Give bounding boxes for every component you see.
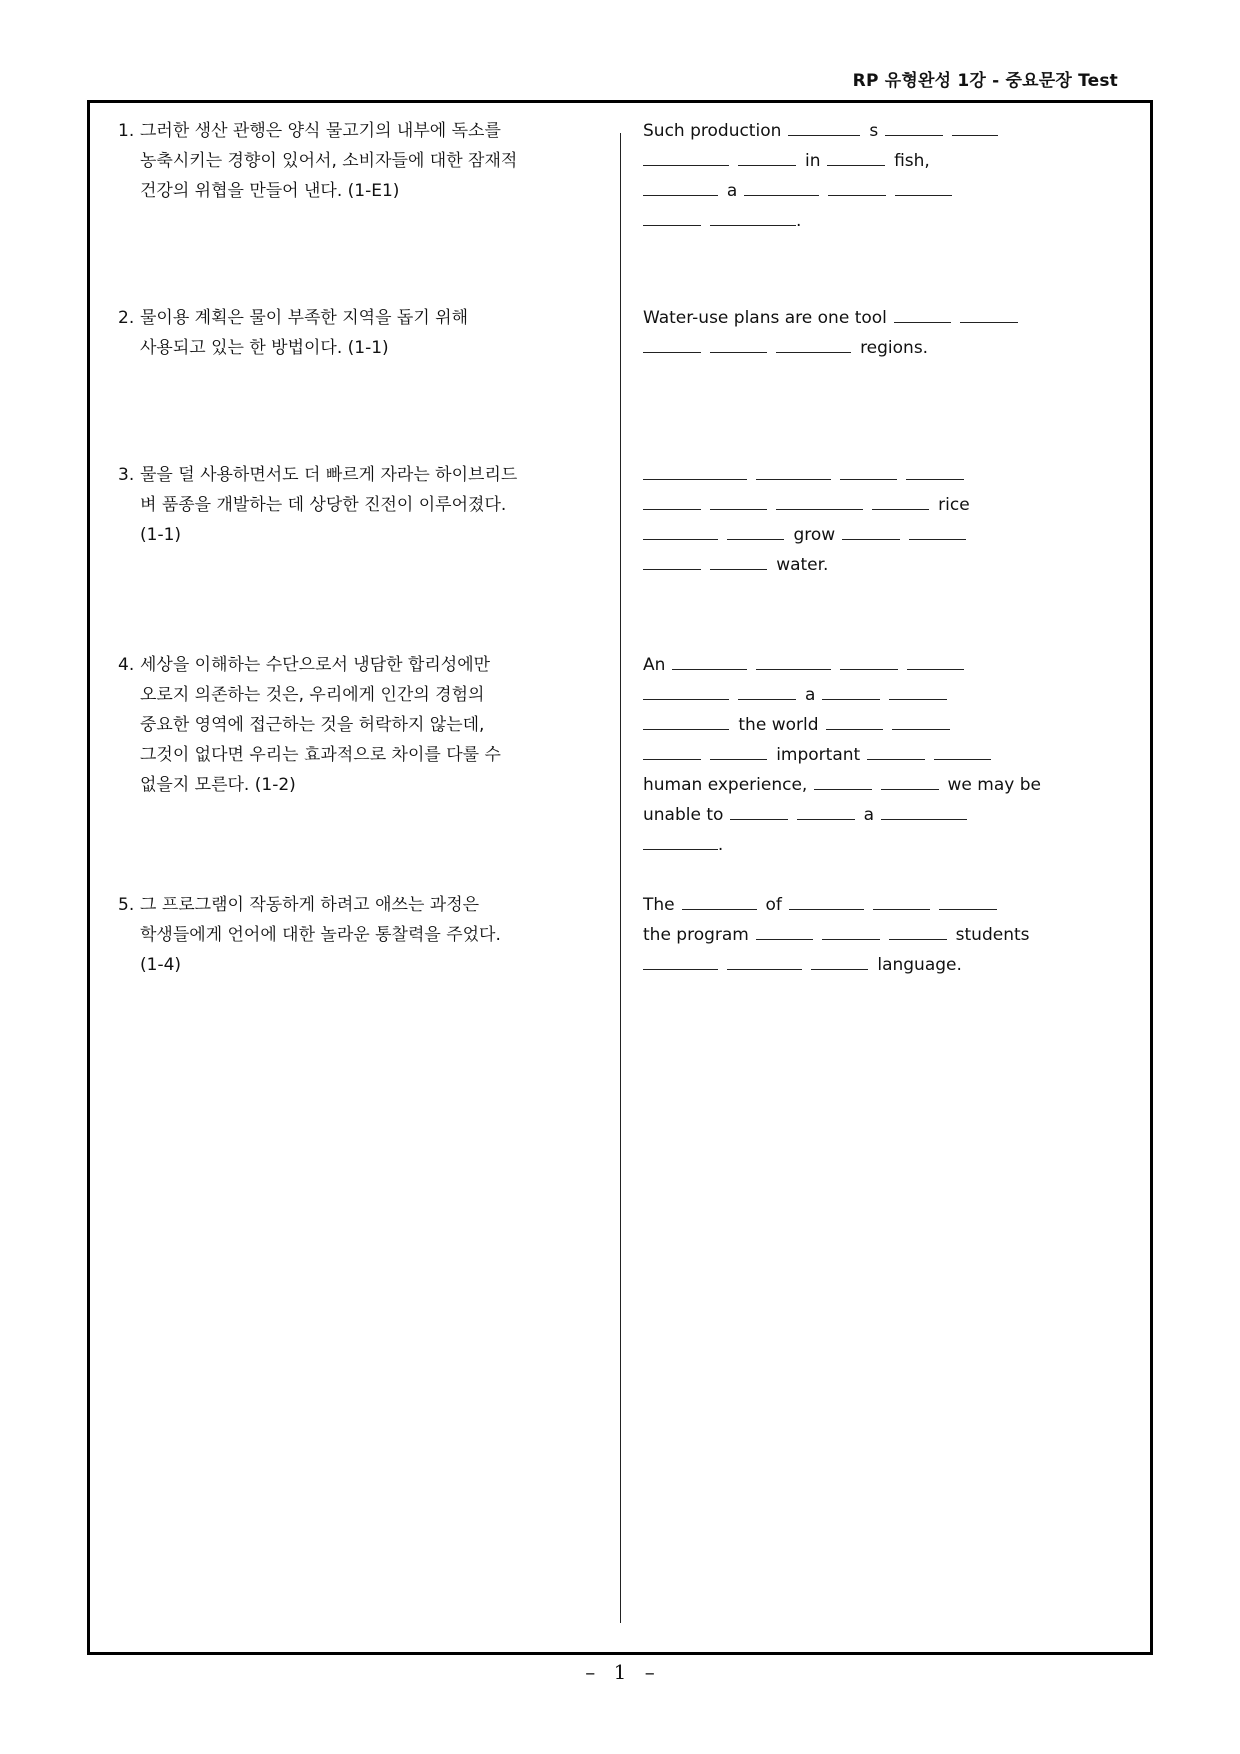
given-word: s (869, 121, 879, 141)
answer-blank[interactable] (710, 334, 768, 353)
question-number: 3. (118, 465, 135, 485)
korean-text: 물을 덜 사용하면서도 더 빠르게 자라는 하이브리드 (140, 465, 518, 485)
question-1-english (643, 116, 1123, 236)
english-line (643, 206, 1123, 236)
given-word: the world (738, 715, 819, 735)
answer-blank[interactable] (744, 177, 819, 196)
korean-line (118, 920, 588, 950)
question-3-english (643, 460, 1123, 580)
answer-blank[interactable] (826, 711, 884, 730)
answer-blank[interactable] (909, 521, 967, 540)
korean-line (118, 520, 588, 550)
page-footer (0, 1660, 1240, 1684)
question-number: 4. (118, 655, 135, 675)
korean-line (118, 333, 588, 363)
answer-blank[interactable] (822, 921, 880, 940)
answer-blank[interactable] (840, 461, 898, 480)
korean-line (118, 146, 588, 176)
answer-blank[interactable] (840, 651, 898, 670)
english-line (643, 303, 1123, 333)
page-number: 1 (613, 1660, 627, 1684)
period: . (795, 211, 802, 231)
english-line (643, 146, 1123, 176)
answer-blank[interactable] (710, 741, 768, 760)
korean-line (118, 890, 588, 920)
answer-blank[interactable] (643, 147, 729, 166)
answer-blank[interactable] (643, 177, 718, 196)
korean-line (118, 460, 588, 490)
korean-text: 사용되고 있는 한 방법이다. (1-1) (140, 338, 389, 358)
answer-blank[interactable] (643, 681, 729, 700)
korean-text: 농축시키는 경향이 있어서, 소비자들에 대한 잠재적 (140, 151, 518, 171)
column-divider (620, 133, 621, 1623)
answer-blank[interactable] (776, 334, 851, 353)
question-number: 2. (118, 308, 135, 328)
answer-blank[interactable] (643, 831, 718, 850)
answer-blank[interactable] (776, 491, 862, 510)
answer-blank[interactable] (906, 461, 964, 480)
answer-blank[interactable] (643, 741, 701, 760)
english-line (643, 950, 1123, 980)
answer-blank[interactable] (789, 891, 864, 910)
english-line (643, 550, 1123, 580)
english-line (643, 176, 1123, 206)
answer-blank[interactable] (842, 521, 900, 540)
korean-text: 그러한 생산 관행은 양식 물고기의 내부에 독소를 (140, 121, 501, 141)
given-word: water. (776, 555, 829, 575)
korean-text: 그것이 없다면 우리는 효과적으로 차이를 다룰 수 (140, 745, 501, 765)
english-line (643, 490, 1123, 520)
answer-blank[interactable] (756, 921, 814, 940)
answer-blank[interactable] (730, 801, 788, 820)
answer-blank[interactable] (889, 681, 947, 700)
korean-line (118, 116, 588, 146)
answer-blank[interactable] (672, 651, 747, 670)
question-2-english (643, 303, 1123, 363)
given-word: a (863, 805, 875, 825)
given-word: a (804, 685, 816, 705)
footer-dash-left: – (585, 1660, 596, 1684)
answer-blank[interactable] (822, 681, 880, 700)
english-line (643, 520, 1123, 550)
english-line (643, 920, 1123, 950)
answer-blank[interactable] (643, 461, 747, 480)
question-4-english (643, 650, 1123, 860)
given-word: we may be (947, 775, 1041, 795)
korean-line (118, 490, 588, 520)
answer-blank[interactable] (885, 117, 943, 136)
answer-blank[interactable] (934, 741, 992, 760)
given-word: Water-use plans are one tool (643, 308, 887, 328)
korean-text: 건강의 위협을 만들어 낸다. (1-E1) (140, 181, 400, 201)
answer-blank[interactable] (643, 711, 729, 730)
answer-blank[interactable] (872, 491, 930, 510)
answer-blank[interactable] (873, 891, 931, 910)
answer-blank[interactable] (710, 207, 796, 226)
answer-blank[interactable] (797, 801, 855, 820)
answer-blank[interactable] (643, 207, 701, 226)
korean-text: 오로지 의존하는 것은, 우리에게 인간의 경험의 (140, 685, 485, 705)
answer-blank[interactable] (867, 741, 925, 760)
question-number: 5. (118, 895, 135, 915)
answer-blank[interactable] (756, 461, 831, 480)
answer-blank[interactable] (643, 551, 701, 570)
answer-blank[interactable] (907, 651, 965, 670)
answer-blank[interactable] (727, 521, 785, 540)
answer-blank[interactable] (892, 711, 950, 730)
answer-blank[interactable] (828, 177, 886, 196)
english-line (643, 116, 1123, 146)
answer-blank[interactable] (738, 681, 796, 700)
korean-text: 물이용 계획은 물이 부족한 지역을 돕기 위해 (140, 308, 469, 328)
english-line (643, 770, 1123, 800)
question-5-korean (118, 890, 588, 980)
answer-blank[interactable] (827, 147, 885, 166)
korean-text: 세상을 이해하는 수단으로서 냉담한 합리성에만 (140, 655, 491, 675)
given-word: unable to (643, 805, 724, 825)
answer-blank[interactable] (788, 117, 860, 136)
english-line (643, 740, 1123, 770)
answer-blank[interactable] (727, 951, 802, 970)
answer-blank[interactable] (960, 304, 1018, 323)
korean-text: 그 프로그램이 작동하게 하려고 애쓰는 과정은 (140, 895, 480, 915)
answer-blank[interactable] (939, 891, 997, 910)
question-4-korean (118, 650, 588, 800)
answer-blank[interactable] (643, 334, 701, 353)
english-line (643, 650, 1123, 680)
answer-blank[interactable] (710, 551, 768, 570)
answer-blank[interactable] (643, 491, 701, 510)
korean-text: 학생들에게 언어에 대한 놀라운 통찰력을 주었다. (140, 925, 501, 945)
answer-blank[interactable] (811, 951, 869, 970)
given-word: human experience, (643, 775, 808, 795)
given-word: in (804, 151, 821, 171)
answer-blank[interactable] (643, 951, 718, 970)
answer-blank[interactable] (738, 147, 796, 166)
answer-blank[interactable] (814, 771, 872, 790)
answer-blank[interactable] (881, 771, 939, 790)
answer-blank[interactable] (895, 177, 953, 196)
korean-line (118, 176, 588, 206)
answer-blank[interactable] (756, 651, 831, 670)
question-2-korean (118, 303, 588, 363)
english-line (643, 800, 1123, 830)
question-1-korean (118, 116, 588, 206)
given-word: An (643, 655, 666, 675)
english-line (643, 710, 1123, 740)
given-word: of (765, 895, 782, 915)
english-line (643, 830, 1123, 860)
given-word: grow (793, 525, 836, 545)
answer-blank[interactable] (952, 117, 998, 136)
answer-blank[interactable] (881, 801, 967, 820)
given-word: language. (877, 955, 962, 975)
given-word: fish, (894, 151, 930, 171)
korean-line (118, 650, 588, 680)
given-word: important (776, 745, 861, 765)
given-word: the program (643, 925, 749, 945)
korean-line (118, 950, 588, 980)
given-word: students (955, 925, 1030, 945)
english-line (643, 333, 1123, 363)
answer-blank[interactable] (710, 491, 768, 510)
question-3-korean (118, 460, 588, 550)
korean-text: (1-4) (140, 955, 182, 975)
answer-blank[interactable] (894, 304, 952, 323)
question-number: 1. (118, 121, 135, 141)
period: . (717, 835, 724, 855)
korean-text: (1-1) (140, 525, 182, 545)
korean-text: 없을지 모른다. (1-2) (140, 775, 296, 795)
given-word: Such production (643, 121, 782, 141)
given-word: rice (938, 495, 970, 515)
korean-line (118, 303, 588, 333)
footer-dash-right: – (644, 1660, 655, 1684)
korean-line (118, 770, 588, 800)
korean-line (118, 710, 588, 740)
given-word: regions. (860, 338, 929, 358)
given-word: a (726, 181, 738, 201)
answer-blank[interactable] (889, 921, 947, 940)
given-word: The (643, 895, 675, 915)
english-line (643, 890, 1123, 920)
answer-blank[interactable] (682, 891, 757, 910)
english-line (643, 460, 1123, 490)
worksheet-frame (87, 100, 1153, 1655)
page-header-title: RP 유형완성 1강 - 중요문장 Test (852, 71, 1118, 91)
korean-line (118, 680, 588, 710)
korean-text: 벼 품종을 개발하는 데 상당한 진전이 이루어졌다. (140, 495, 507, 515)
answer-blank[interactable] (643, 521, 718, 540)
question-5-english (643, 890, 1123, 980)
korean-line (118, 740, 588, 770)
korean-text: 중요한 영역에 접근하는 것을 허락하지 않는데, (140, 715, 485, 735)
english-line (643, 680, 1123, 710)
